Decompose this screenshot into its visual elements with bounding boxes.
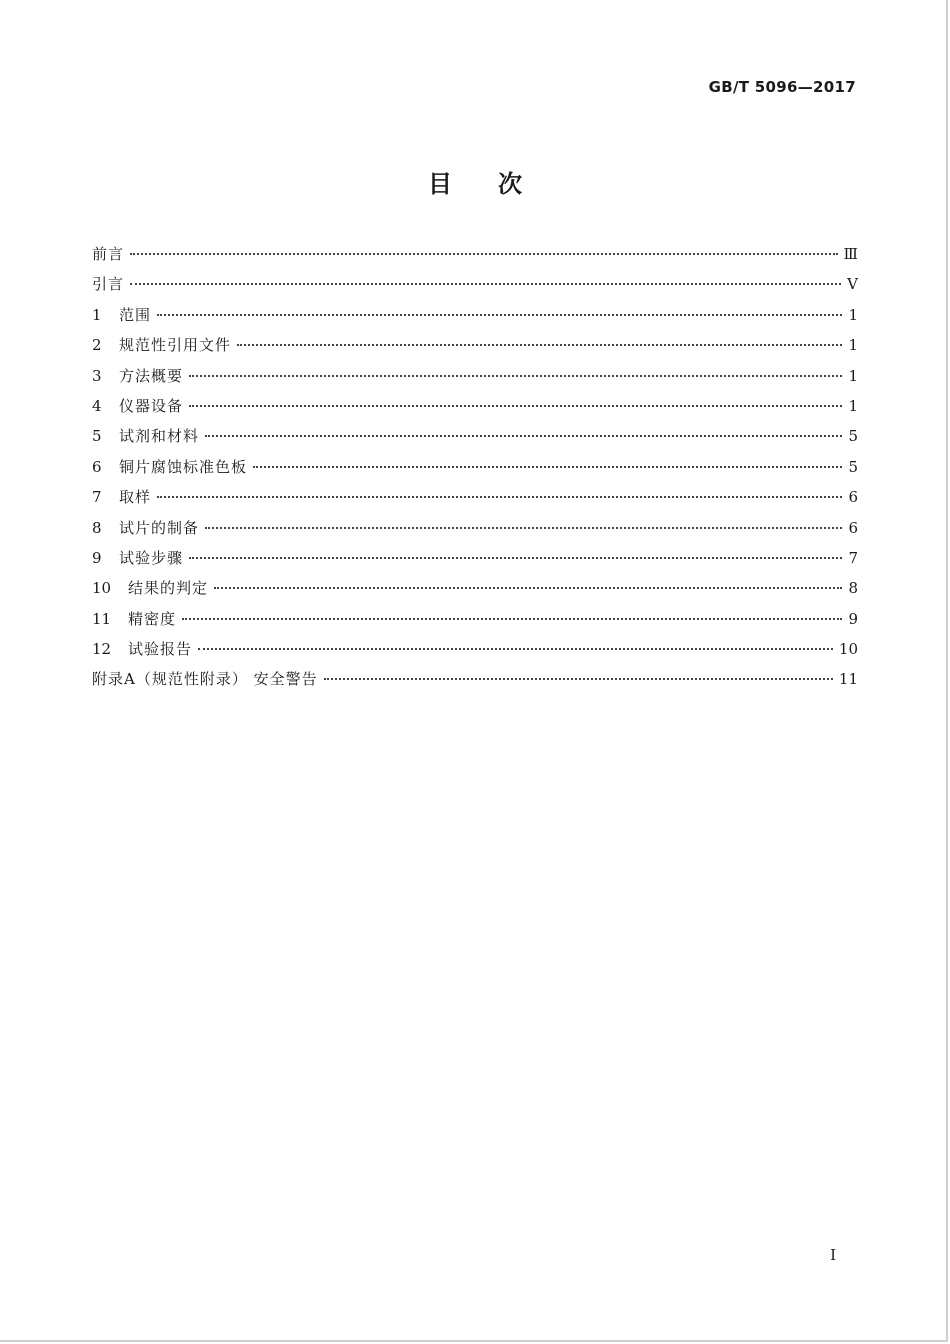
toc-entry-number: 10	[92, 579, 112, 598]
toc-entry-label: 铜片腐蚀标准色板	[119, 457, 248, 476]
toc-entry-number: 12	[92, 640, 112, 659]
toc-entry-page: 9	[848, 609, 858, 628]
toc-entry[interactable]	[92, 577, 858, 607]
toc-dot-leader	[205, 435, 842, 437]
toc-entry-label: 引言	[92, 275, 125, 294]
toc-entry-page: 6	[848, 518, 858, 537]
toc-entry-label: 范围	[119, 305, 152, 324]
toc-dot-leader	[157, 314, 842, 316]
toc-entry-number: 11	[92, 609, 112, 628]
standard-code: GB/T 5096—2017	[708, 78, 856, 96]
toc-entry-number: 3	[92, 366, 102, 385]
toc-entry-page: Ⅲ	[843, 245, 858, 263]
toc-entry-label: 试验步骤	[119, 548, 184, 567]
toc-dot-leader	[189, 375, 842, 377]
toc-entry-number: 1	[92, 305, 102, 324]
toc-entry[interactable]	[92, 395, 858, 425]
toc-entry-label: 仪器设备	[119, 396, 184, 415]
toc-entry-label: 方法概要	[119, 366, 184, 385]
toc-entry[interactable]	[92, 425, 858, 455]
toc-dot-leader	[237, 344, 842, 346]
toc-entry[interactable]	[92, 668, 858, 698]
toc-entry-page: 11	[838, 670, 858, 689]
toc-entry-page: 10	[838, 640, 858, 659]
toc-entry[interactable]	[92, 304, 858, 334]
toc-dot-leader	[189, 557, 842, 559]
toc-entry[interactable]	[92, 273, 858, 303]
toc-entry-label: 结果的判定	[128, 579, 209, 598]
toc-entry-label: 前言	[92, 245, 125, 263]
toc-entry-page: 1	[848, 336, 858, 355]
toc-entry-page: 1	[848, 305, 858, 324]
toc-entry-page: 7	[848, 548, 858, 567]
toc-entry-number: 9	[92, 548, 102, 567]
toc-entry[interactable]	[92, 547, 858, 577]
toc-dot-leader	[324, 678, 833, 680]
toc-entry-page: 1	[848, 366, 858, 385]
toc-dot-leader	[189, 405, 842, 407]
toc-entry[interactable]	[92, 517, 858, 547]
toc-entry-label: 试剂和材料	[119, 427, 200, 446]
toc-entry-label: 规范性引用文件	[119, 336, 232, 355]
toc-entry-page: 5	[848, 427, 858, 446]
toc-entry-number: 6	[92, 457, 102, 476]
toc-entry[interactable]	[92, 243, 858, 273]
toc-dot-leader	[253, 466, 842, 468]
toc-entry-number: 5	[92, 427, 102, 446]
toc-dot-leader	[157, 496, 842, 498]
toc-dot-leader	[130, 253, 838, 255]
toc-entry-label: 试验报告	[128, 640, 193, 659]
toc-dot-leader	[205, 527, 842, 529]
toc-entry-page: 6	[848, 488, 858, 507]
toc-entry-label: 精密度	[128, 609, 177, 628]
toc-entry[interactable]	[92, 486, 858, 516]
toc-entry-page: Ⅴ	[847, 275, 858, 294]
toc-title: 目次	[428, 170, 568, 198]
toc-entry-number: 4	[92, 396, 102, 415]
toc-entry-page: 5	[848, 457, 858, 476]
toc-list	[92, 243, 858, 699]
toc-entry-label: 试片的制备	[119, 518, 200, 537]
toc-entry-number: 7	[92, 488, 102, 507]
toc-entry-page: 1	[848, 396, 858, 415]
toc-entry[interactable]	[92, 608, 858, 638]
toc-entry-label: 附录A（规范性附录） 安全警告	[92, 670, 318, 689]
toc-entry-page: 8	[848, 579, 858, 598]
toc-dot-leader	[198, 648, 833, 650]
toc-entry[interactable]	[92, 365, 858, 395]
toc-entry-label: 取样	[119, 488, 152, 507]
toc-dot-leader	[130, 283, 841, 285]
toc-entry-number: 8	[92, 518, 102, 537]
toc-dot-leader	[214, 587, 842, 589]
toc-entry[interactable]	[92, 456, 858, 486]
toc-entry[interactable]	[92, 334, 858, 364]
page-number: I	[830, 1246, 836, 1264]
toc-dot-leader	[182, 618, 842, 620]
toc-entry-number: 2	[92, 336, 102, 355]
toc-entry[interactable]	[92, 638, 858, 668]
